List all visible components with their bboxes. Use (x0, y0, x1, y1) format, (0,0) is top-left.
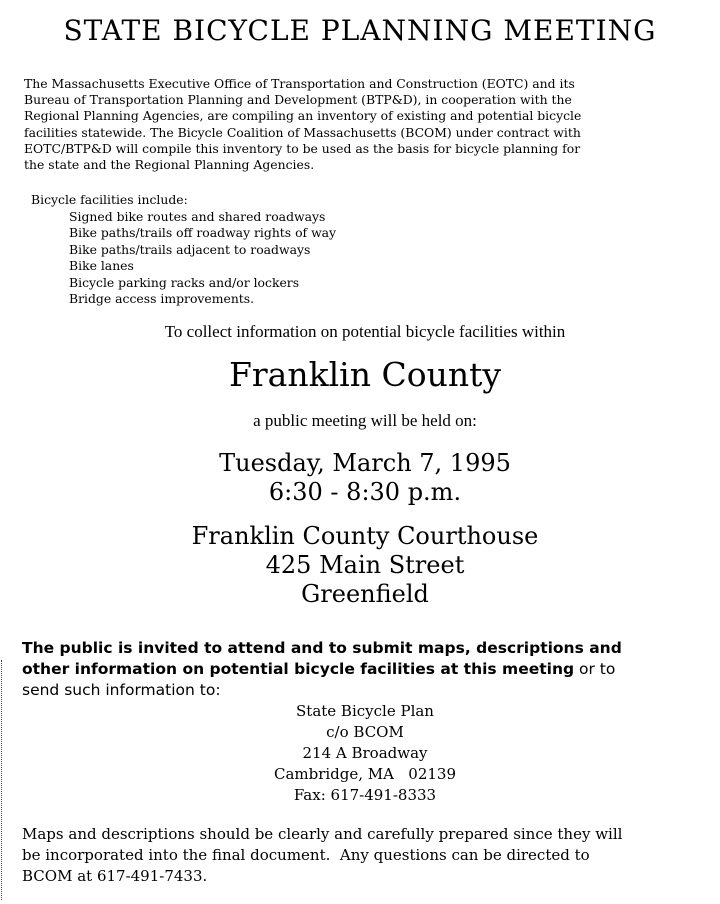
closing-line: be incorporated into the final document. Any questions can be directed to (22, 846, 590, 864)
facilities-heading: Bicycle facilities include: (31, 192, 188, 207)
address-line: Cambridge, MA 02139 (273, 765, 457, 783)
address-line: State Bicycle Plan (296, 702, 434, 720)
collect-text: To collect information on potential bicycle facilities within (164, 322, 566, 341)
invite-line-3: send such information to: (22, 681, 221, 699)
location-street: 425 Main Street (265, 551, 465, 579)
invite-line-2-bold: other information on potential bicycle facilities at this meeting (22, 660, 575, 678)
intro-line: Bureau of Transportation Planning and Development (BTP&D), in cooperation with the (24, 92, 572, 108)
facility-item: Bridge access improvements. (69, 291, 255, 306)
intro-line: facilities statewide. The Bicycle Coalition of Massachusetts (BCOM) under contract with (24, 124, 581, 140)
intro-line: The Massachusetts Executive Office of Transportation and Construction (EOTC) and its (24, 76, 575, 91)
closing-line: Maps and descriptions should be clearly and carefully prepared since they will (22, 825, 623, 843)
facility-item: Bike paths/trails adjacent to roadways (69, 241, 311, 257)
facility-item: Bicycle parking racks and/or lockers (69, 274, 300, 290)
intro-line: the state and the Regional Planning Agencies. (24, 157, 315, 173)
intro-line: EOTC/BTP&D will compile this inventory to be used as the basis for bicycle planning for (24, 140, 581, 156)
location-city: Greenfield (301, 580, 429, 608)
intro-paragraph (24, 76, 714, 173)
facility-item: Bike paths/trails off roadway rights of way (69, 225, 337, 240)
facilities-list (69, 209, 336, 308)
flyer-title: STATE BICYCLE PLANNING MEETING (63, 14, 657, 47)
invite-paragraph (22, 638, 712, 701)
address-line: 214 A Broadway (302, 744, 428, 762)
address-line: Fax: 617-491-8333 (293, 786, 437, 804)
meeting-time: 6:30 - 8:30 p.m. (268, 478, 462, 506)
location-venue: Franklin County Courthouse (191, 522, 539, 550)
meeting-text: a public meeting will be held on: (253, 411, 477, 430)
facility-item: Bike lanes (69, 258, 134, 273)
meeting-date: Tuesday, March 7, 1995 (219, 449, 511, 477)
invite-line-2-rest: or to (574, 660, 616, 678)
county-heading: Franklin County (229, 355, 501, 394)
invite-line-2 (22, 659, 712, 680)
intro-line: Regional Planning Agencies, are compiling an inventory of existing and potential bicycle (24, 108, 582, 124)
scan-edge-marks (1, 660, 4, 900)
closing-paragraph (22, 824, 712, 887)
address-line: c/o BCOM (326, 723, 404, 741)
facility-item: Signed bike routes and shared roadways (69, 208, 326, 224)
invite-line-1-text: The public is invited to attend and to submit maps, descriptions and (22, 639, 622, 657)
mailing-address (0, 701, 720, 806)
closing-line: BCOM at 617-491-7433. (22, 867, 208, 885)
invite-line-1 (22, 638, 712, 659)
